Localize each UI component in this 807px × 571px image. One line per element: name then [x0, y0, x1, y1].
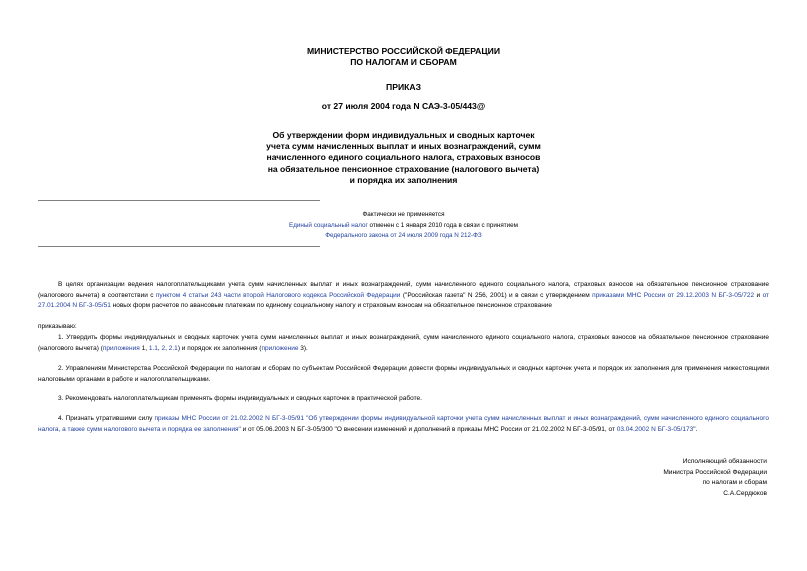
item1-text: ,	[157, 344, 162, 352]
federal-law-212-link[interactable]: Федерального закона от 24 июля 2009 года N 212-ФЗ	[325, 232, 482, 239]
unified-social-tax-link[interactable]: Единый социальный налог	[289, 221, 368, 229]
divider-top	[38, 200, 320, 201]
status-note-line2	[205, 221, 602, 232]
order-item-2	[38, 364, 769, 385]
preamble-text: и	[754, 291, 763, 299]
order-item-1	[38, 333, 769, 354]
item2-text: 2. Управлениям Министерства Российской Федерации по налогам и сборам по субъектам Российской Федерации довести формы индивидуальных и сводных карточек учета и порядок их заполнения для применения нижестоящими налоговыми органами в работе и налогоплательщиками.	[38, 365, 769, 383]
signature-block	[517, 457, 767, 499]
mns-order-173-link[interactable]: 03.04.2002 N БГ-3-05/173	[616, 425, 694, 433]
status-note	[205, 210, 602, 242]
title-line: Об утверждении форм индивидуальных и сводных карточек	[272, 130, 535, 140]
document-date-number: от 27 июля 2004 года N САЭ-3-05/443@	[321, 101, 486, 111]
status-note-line3	[205, 231, 602, 242]
order-item-4	[38, 414, 769, 435]
preamble-text: В целях организации ведения налогоплательщиками учета сумм начисленных выплат и иных вознаграждений, сумм начисленного единого социального налога, страховых взносов на обязательное пенсионное страхование (налогового вычета) в соответствии с	[38, 281, 769, 299]
tax-code-article-243-link[interactable]: пунктом 4 статьи 243 части второй Налогового кодекса Российской Федерации	[155, 291, 401, 299]
item4-text: и от 05.06.2003 N БГ-3-05/300 "О внесении изменений и дополнений в приказы МНС России от 21.02.2002 N БГ-3-05/91, от	[240, 425, 617, 433]
item3-text: 3. Рекомендовать налогоплательщикам применять формы индивидуальных и сводных карточек в практической работе.	[58, 395, 422, 402]
preamble-text: ("Российская газета" N 256, 2001) и в связи с утверждением	[400, 291, 593, 299]
preamble-text: новых форм расчетов по авансовым платежам по единому социальному налогу и страховым взносам на обязательное пенсионное страхование	[110, 302, 553, 310]
title-line: и порядка их заполнения	[349, 174, 458, 185]
status-note-line1: Фактически не применяется	[362, 211, 445, 218]
item1-text: 1,	[139, 344, 149, 352]
order-item-3	[38, 394, 769, 405]
divider-bottom	[38, 246, 320, 247]
item1-text: 3).	[298, 344, 308, 352]
title-line: на обязательное пенсионное страхование (налогового вычета)	[267, 163, 540, 174]
appendix-1-link[interactable]: приложения	[102, 344, 140, 352]
appendix-1-1-link[interactable]: 1.1	[148, 344, 158, 352]
ministry-name-line1: МИНИСТЕРСТВО РОССИЙСКОЙ ФЕДЕРАЦИИ	[306, 46, 501, 56]
mns-order-722-link[interactable]: приказами МНС России от 29.12.2003 N БГ-3-05/722	[592, 291, 755, 299]
status-note-text: отменен с 1 января 2010 года в связи с принятием	[367, 221, 518, 229]
item4-text: ".	[693, 425, 698, 433]
signature-line: Исполняющий обязанности	[682, 458, 767, 465]
ministry-name-line2: ПО НАЛОГАМ И СБОРАМ	[350, 57, 457, 67]
mns-orders-91-link[interactable]: приказы МНС России от 21.02.2002 N БГ-3-05/91 "Об утверждении формы индивидуальной карточки учета сумм начисленных выплат и иных вознаграждений, сумм начисленного единого социального налога, а также сумм налогового вычета и порядка ее заполнения"	[38, 415, 769, 433]
appendix-3-link[interactable]: приложение	[261, 344, 299, 352]
item4-text: 4. Признать утратившими силу	[58, 415, 155, 422]
mns-order-51-link[interactable]: от 27.01.2004 N БГ-3-05/51	[38, 291, 770, 310]
signature-line: по налогам и сборам	[702, 479, 767, 487]
item1-text: ) и порядок их заполнения (	[177, 344, 262, 352]
item1-text: 1. Утвердить формы индивидуальных и сводных карточек учета сумм начисленных выплат и иных вознаграждений, сумм начисленного единого социального налога, страховых взносов на обязательное пенсионное страхование (налогового вычета) (	[38, 334, 769, 352]
preamble-paragraph	[38, 280, 769, 312]
document-title	[0, 130, 807, 186]
item1-text: ,	[165, 344, 169, 352]
signature-name: С.А.Сердюков	[723, 489, 767, 497]
appendix-2-1-link[interactable]: 2.1	[168, 344, 178, 352]
title-line: начисленного единого социального налога, страховых взносов	[266, 152, 541, 163]
document-type: ПРИКАЗ	[386, 82, 421, 92]
order-word: приказываю:	[38, 323, 77, 330]
appendix-2-link[interactable]: 2	[161, 344, 166, 352]
signature-line: Министра Российской Федерации	[663, 468, 767, 476]
title-line: учета сумм начисленных выплат и иных вознаграждений, сумм	[266, 141, 541, 152]
